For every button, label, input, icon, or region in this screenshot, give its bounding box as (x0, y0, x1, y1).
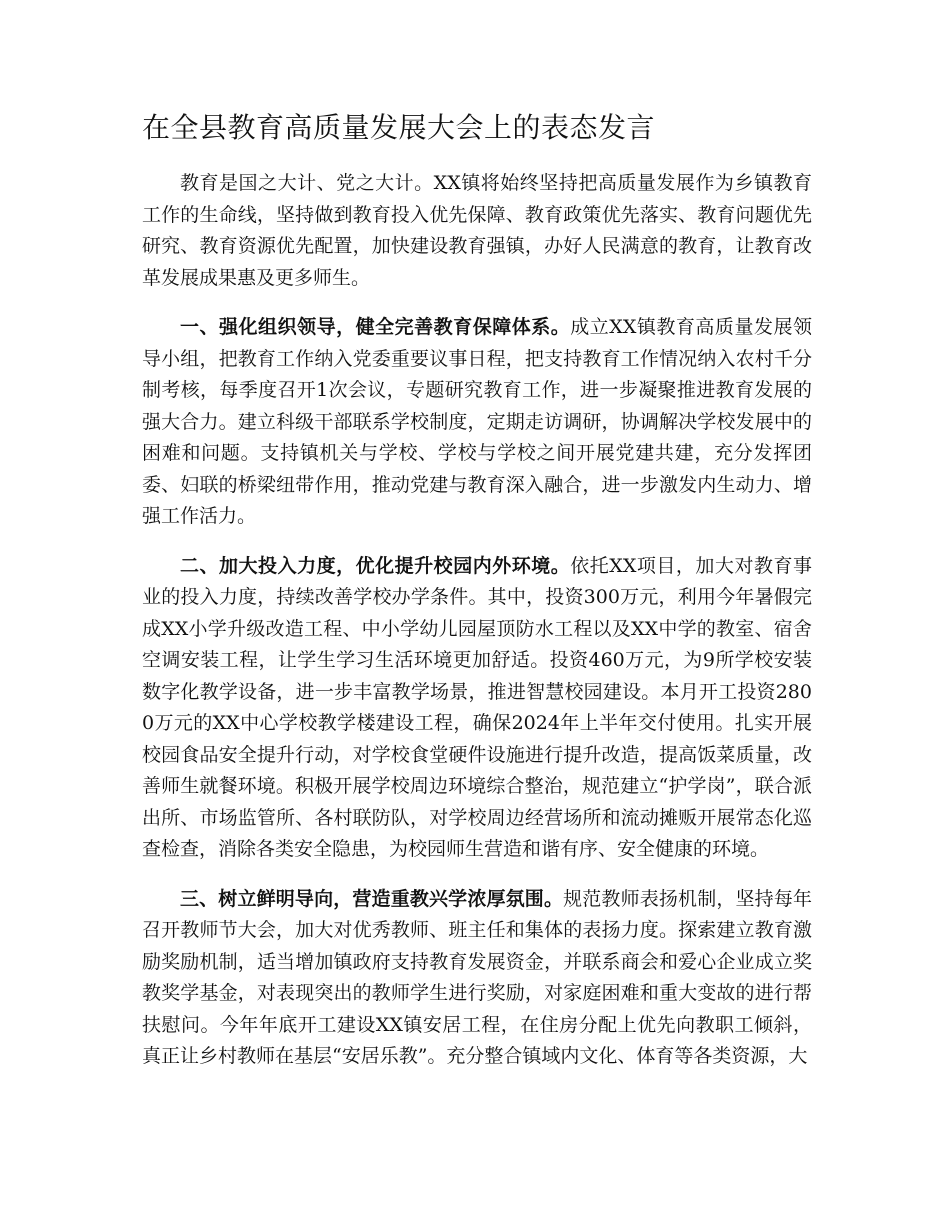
section-heading-3: 三、树立鲜明导向，营造重教兴学浓厚氛围。 (180, 887, 564, 910)
section-paragraph-1 (142, 312, 812, 533)
section-paragraph-2 (142, 551, 812, 866)
section-heading-1: 一、强化组织领导，健全完善教育保障体系。 (180, 316, 571, 338)
section-body-2: 依托XX项目，加大对教育事业的投入力度，持续改善学校办学条件。其中，投资300万元，利用今年暑假完成XX小学升级改造工程、中小学幼儿园屋顶防水工程以及XX中学的教室、宿舍空调安装工程，让学生学习生活环境更加舒适。投资460万元，为9所学校安装数字化教学设备，进一步丰富教学场景，推进智慧校园建设。本月开工投资2800万元的XX中心学校教学楼建设工程，确保2024年上半年交付使用。扎实开展校园食品安全提升行动，对学校食堂硬件设施进行提升改造，提高饭菜质量，改善师生就餐环境。积极开展学校周边环境综合整治，规范建立“护学岗”，联合派出所、市场监管所、各村联防队，对学校周边经营场所和流动摊贩开展常态化巡查检查，消除各类安全隐患，为校园师生营造和谐有序、安全健康的环境。 (142, 554, 812, 860)
document-title: 在全县教育高质量发展大会上的表态发言 (142, 111, 656, 144)
section-paragraph-3 (142, 884, 812, 1073)
section-heading-2: 二、加大投入力度，优化提升校园内外环境。 (180, 554, 571, 577)
section-body-1: 成立XX镇教育高质量发展领导小组，把教育工作纳入党委重要议事日程，把支持教育工作情况纳入农村千分制考核，每季度召开1次会议，专题研究教育工作，进一步凝聚推进教育发展的强大合力。建立科级干部联系学校制度，定期走访调研，协调解决学校发展中的困难和问题。支持镇机关与学校、学校与学校之间开展党建共建，充分发挥团委、妇联的桥梁纽带作用，推动党建与教育深入融合，进一步激发内生动力、增强工作活力。 (142, 316, 812, 527)
intro-paragraph: 教育是国之大计、党之大计。XX镇将始终坚持把高质量发展作为乡镇教育工作的生命线，坚持做到教育投入优先保障、教育政策优先落实、教育问题优先研究、教育资源优先配置，加快建设教育强镇，办好人民满意的教育，让教育改革发展成果惠及更多师生。 (142, 172, 812, 289)
document-page (142, 108, 812, 1091)
section-body-3: 规范教师表扬机制，坚持每年召开教师节大会，加大对优秀教师、班主任和集体的表扬力度。探索建立教育激励奖励机制，适当增加镇政府支持教育发展资金，并联系商会和爱心企业成立奖教奖学基金，对表现突出的教师学生进行奖励，对家庭困难和重大变故的进行帮扶慰问。今年年底开工建设XX镇安居工程，在住房分配上优先向教职工倾斜，真正让乡村教师在基层“安居乐教”。充分整合镇域内文化、体育等各类资源，大 (142, 887, 812, 1067)
